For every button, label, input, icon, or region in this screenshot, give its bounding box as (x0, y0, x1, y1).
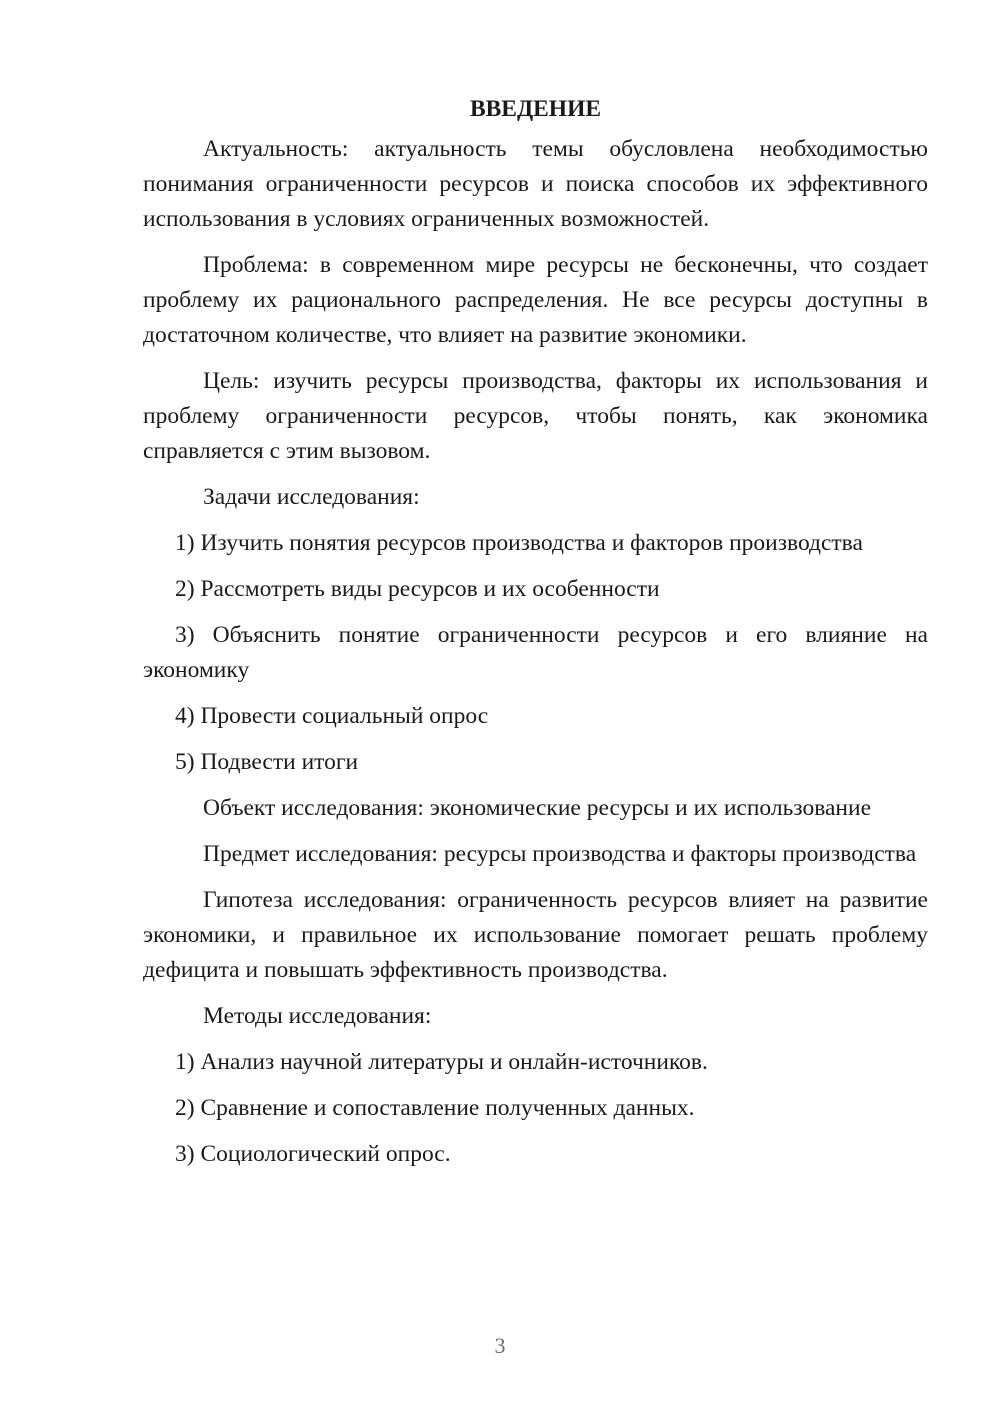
hypothesis-paragraph: Гипотеза исследования: ограниченность ресурсов влияет на развитие экономики, и правильное их использование помогает решать проблему дефицита и повышать эффективность производства. (143, 887, 928, 983)
method-item: 3) Социологический опрос. (175, 1141, 451, 1167)
section-title: ВВЕДЕНИЕ (469, 96, 602, 122)
method-item: 2) Сравнение и сопоставление полученных данных. (175, 1095, 695, 1121)
method-item: 1) Анализ научной литературы и онлайн-источников. (175, 1049, 708, 1075)
subject-paragraph: Предмет исследования: ресурсы производства и факторы производства (203, 841, 917, 867)
relevance-paragraph: Актуальность: актуальность темы обусловлена необходимостью понимания ограниченности ресурсов и поиска способов их эффективного использования в условиях ограниченных возможностей. (143, 136, 928, 232)
page-number: 3 (494, 1333, 506, 1358)
document-body (143, 92, 928, 1183)
task-item: 3) Объяснить понятие ограниченности ресурсов и его влияние на экономику (143, 622, 928, 683)
goal-paragraph: Цель: изучить ресурсы производства, факторы их использования и проблему ограниченности ресурсов, чтобы понять, как экономика справляется с этим вызовом. (143, 368, 928, 464)
task-item: 2) Рассмотреть виды ресурсов и их особенности (175, 576, 660, 602)
task-item: 5) Подвести итоги (175, 749, 359, 775)
object-paragraph: Объект исследования: экономические ресурсы и их использование (203, 795, 871, 821)
methods-heading: Методы исследования: (203, 1003, 432, 1029)
task-item: 1) Изучить понятия ресурсов производства и факторов производства (175, 530, 863, 556)
task-item: 4) Провести социальный опрос (175, 703, 489, 729)
problem-paragraph: Проблема: в современном мире ресурсы не бесконечны, что создает проблему их рационального распределения. Не все ресурсы доступны в достаточном количестве, что влияет на развитие экономики. (143, 252, 928, 348)
tasks-heading: Задачи исследования: (203, 484, 420, 510)
